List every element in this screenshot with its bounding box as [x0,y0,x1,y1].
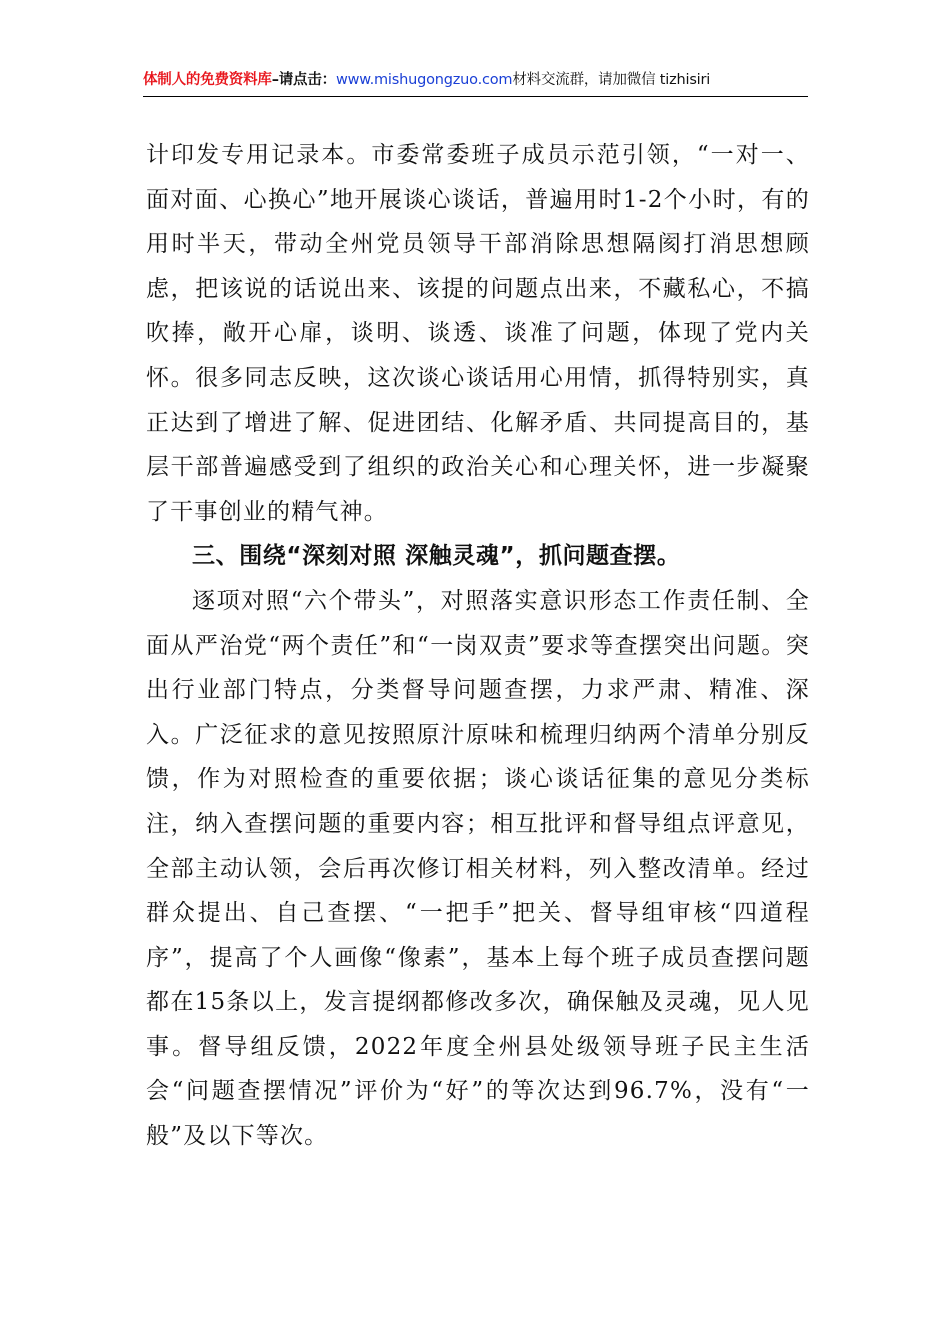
header-website-link[interactable]: www.mishugongzuo.com [335,72,513,88]
page-header [143,68,808,97]
header-click-prompt: –请点击： [271,72,336,88]
header-wechat-note: 材料交流群，请加微信 tizhisiri [512,72,711,88]
header-brand: 体制人的免费资料库 [143,72,272,88]
paragraph-talks: 计印发专用记录本。市委常委班子成员示范引领，“一对一、面对面、心换心”地开展谈心谈话，普遍用时1-2个小时，有的用时半天，带动全州党员领导干部消除思想隔阂打消思想顾虑，把该说的话说出来、该提的问题点出来，不藏私心，不搞吹捧，敞开心扉，谈明、谈透、谈准了问题，体现了党内关怀。很多同志反映，这次谈心谈话用心用情，抓得特别实，真正达到了增进了解、促进团结、化解矛盾、共同提高目的，基层干部普遍感受到了组织的政治关心和心理关怀，进一步凝聚了干事创业的精气神。 [146,142,810,525]
document-body [146,133,810,1159]
paragraph-problem-review: 逐项对照“六个带头”，对照落实意识形态工作责任制、全面从严治党“两个责任”和“一岗双责”要求等查摆突出问题。突出行业部门特点，分类督导问题查摆，力求严肃、精准、深入。广泛征求的意见按照原汁原味和梳理归纳两个清单分别反馈，作为对照检查的重要依据；谈心谈话征集的意见分类标注，纳入查摆问题的重要内容；相互批评和督导组点评意见，全部主动认领，会后再次修订相关材料，列入整改清单。经过群众提出、自己查摆、“一把手”把关、督导组审核“四道程序”，提高了个人画像“像素”，基本上每个班子成员查摆问题都在15条以上，发言提纲都修改多次，确保触及灵魂，见人见事。督导组反馈，2022年度全州县处级领导班子民主生活会“问题查摆情况”评价为“好”的等次达到96.7%，没有“一般”及以下等次。 [146,587,810,1150]
section-heading-3: 三、围绕“深刻对照 深触灵魂”，抓问题查摆。 [192,543,681,570]
